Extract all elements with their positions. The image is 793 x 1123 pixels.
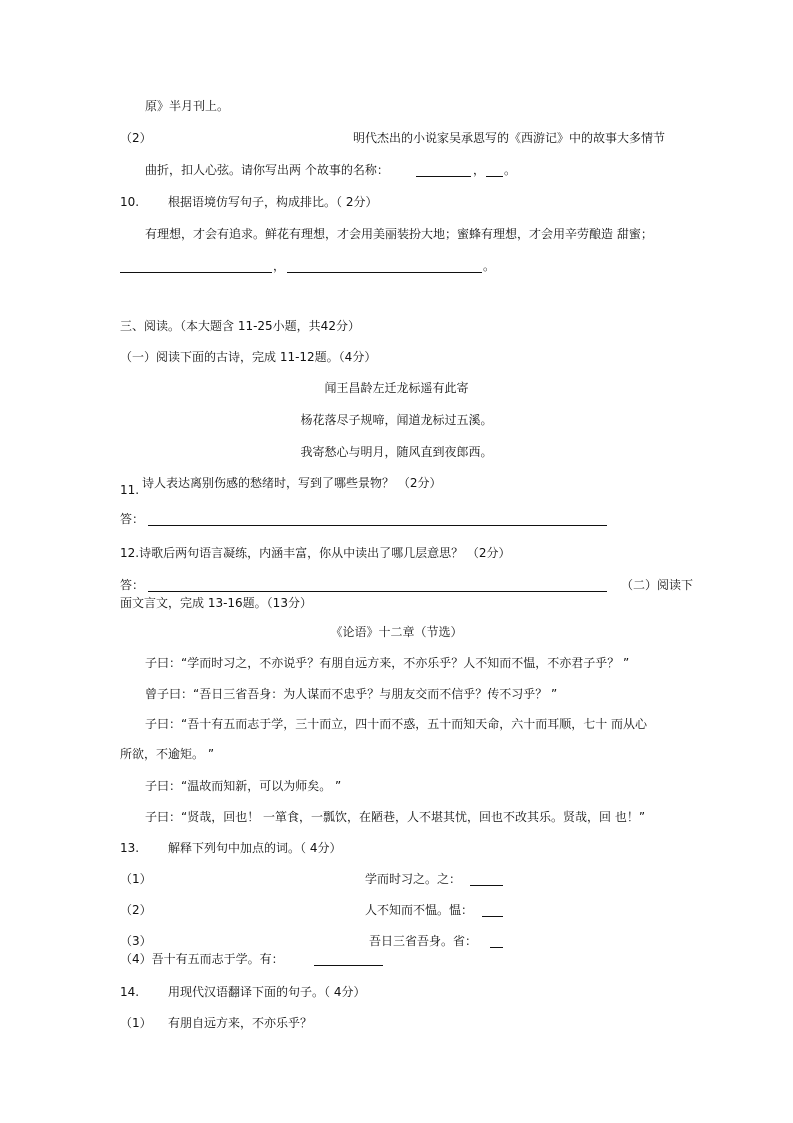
question-text: 学而时习之。之： — [365, 872, 462, 886]
question-text: 解释下列句中加点的词。（ 4分） — [168, 841, 342, 855]
item-number: （1） — [120, 872, 152, 886]
passage-title: 《论语》十二章（节选） — [330, 625, 463, 639]
question-text: 吾日三省吾身。省： — [369, 934, 478, 948]
answer-label: 答： — [120, 512, 145, 526]
text-line: ， — [273, 259, 286, 273]
answer-blank[interactable] — [490, 947, 503, 948]
text-line: 。 — [504, 163, 517, 177]
question-number: 14. — [120, 985, 140, 999]
question-text: 诗人表达离别伤感的愁绪时，写到了哪些景物？ （2分） — [142, 476, 442, 490]
answer-blank[interactable] — [416, 176, 471, 177]
question-text: 用现代汉语翻译下面的句子。（ 4分） — [168, 985, 366, 999]
question-number: 13. — [120, 841, 140, 855]
answer-line[interactable] — [148, 525, 607, 526]
item-number: （2） — [120, 131, 152, 145]
answer-blank[interactable] — [314, 965, 383, 966]
poem-line: 杨花落尽子规啼，闻道龙标过五溪。 — [300, 413, 493, 427]
text-line: 曲折，扣人心弦。请你写出两 个故事的名称： — [145, 163, 389, 177]
subsection-heading: （二）阅读下 — [621, 578, 694, 592]
text-line: 原》半月刊上。 — [145, 99, 230, 113]
question-text: 人不知而不愠。愠： — [365, 903, 474, 917]
item-number: （1） — [120, 1016, 152, 1030]
passage-line: 曾子曰：“吾日三省吾身：为人谋而不忠乎？与朋友交而不信乎？传不习乎？ ” — [145, 687, 558, 701]
passage-line: 子曰：“贤哉，回也！ 一箪食，一瓢饮，在陋巷，人不堪其忧，回也不改其乐。贤哉，回 也！” — [145, 810, 646, 824]
passage-line: 所欲，不逾矩。 ” — [120, 747, 215, 761]
answer-blank[interactable] — [482, 916, 503, 917]
question-text: 根据语境仿写句子，构成排比。（ 2分） — [168, 195, 378, 209]
text-line: 。 — [483, 259, 496, 273]
question-number: 11. — [120, 483, 140, 497]
item-number: （3） — [120, 934, 152, 948]
text-line: ， — [473, 163, 486, 177]
answer-line[interactable] — [148, 591, 607, 592]
subsection-heading: 面文言文，完成 13-16题。（13分） — [120, 596, 312, 610]
poem-line: 我寄愁心与明月，随风直到夜郎西。 — [300, 445, 493, 459]
poem-title: 闻王昌龄左迁龙标遥有此寄 — [324, 381, 469, 395]
text-line: 有理想，才会有追求。鲜花有理想，才会用美丽装扮大地；蜜蜂有理想，才会用辛劳酿造 甜蜜； — [145, 227, 653, 241]
text-line: 明代杰出的小说家吴承恩写的《西游记》中的故事大多情节 — [353, 131, 666, 145]
question-number: 10. — [120, 195, 140, 209]
answer-blank[interactable] — [486, 176, 503, 177]
question-text: 有朋自远方来，不亦乐乎？ — [168, 1016, 313, 1030]
answer-blank[interactable] — [120, 272, 272, 273]
item-number: （2） — [120, 903, 152, 917]
subsection-heading: （一）阅读下面的古诗，完成 11-12题。（4分） — [120, 350, 377, 364]
section-heading: 三、阅读。（本大题含 11-25小题，共42分） — [120, 319, 360, 333]
answer-label: 答： — [120, 578, 145, 592]
question-text: 12.诗歌后两句语言凝练，内涵丰富，你从中读出了哪几层意思？ （2分） — [120, 546, 511, 560]
answer-blank[interactable] — [287, 272, 482, 273]
question-text: （4）吾十有五而志于学。有： — [120, 952, 284, 966]
passage-line: 子曰：“吾十有五而志于学，三十而立，四十而不惑，五十而知天命，六十而耳顺，七十 而从心 — [145, 717, 648, 731]
answer-blank[interactable] — [470, 885, 503, 886]
passage-line: 子曰：“学而时习之，不亦说乎？有朋自远方来，不亦乐乎？人不知而不愠，不亦君子乎？ ” — [145, 656, 630, 670]
passage-line: 子曰：“温故而知新，可以为师矣。 ” — [145, 779, 342, 793]
